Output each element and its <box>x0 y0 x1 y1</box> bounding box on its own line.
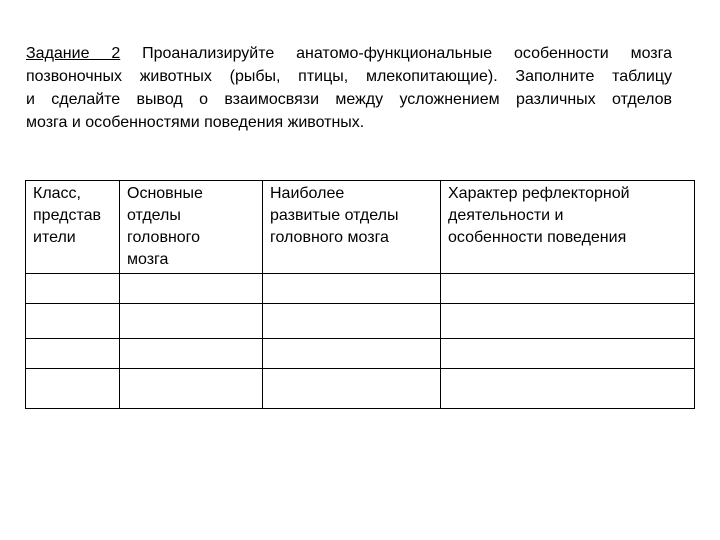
table-cell[interactable] <box>26 339 120 369</box>
table-cell[interactable] <box>120 274 263 304</box>
table-cell[interactable] <box>120 304 263 339</box>
table-cell[interactable] <box>441 369 695 409</box>
table-cell[interactable] <box>263 369 441 409</box>
table-cell[interactable] <box>26 369 120 409</box>
task-line-1-text: Проанализируйте анатомо-функциональные особенности мозга <box>120 45 673 62</box>
table-row <box>26 339 695 369</box>
task-line-3: и сделайте вывод о взаимосвязи между усложнением различных отделов <box>26 91 672 108</box>
header-cell-developed-parts: Наиболее развитые отделы головного мозга <box>263 181 441 274</box>
header-cell-class: Класс, представ ители <box>26 181 120 274</box>
table-cell[interactable] <box>26 274 120 304</box>
task-line-2: позвоночных животных (рыбы, птицы, млекопитающие). Заполните таблицу <box>26 68 672 85</box>
table-cell[interactable] <box>441 274 695 304</box>
header-cell-behavior: Характер рефлекторной деятельности и особенности поведения <box>441 181 695 274</box>
table-cell[interactable] <box>120 369 263 409</box>
task-line-1 <box>26 42 672 65</box>
task-label: Задание 2 <box>26 45 121 62</box>
table-row <box>26 304 695 339</box>
table-row <box>26 369 695 409</box>
table-header-row <box>26 181 695 274</box>
table-cell[interactable] <box>441 339 695 369</box>
task-instructions <box>26 42 672 134</box>
table-cell[interactable] <box>441 304 695 339</box>
header-cell-brain-parts: Основные отделы головного мозга <box>120 181 263 274</box>
table-row <box>26 274 695 304</box>
table-cell[interactable] <box>26 304 120 339</box>
brain-comparison-table <box>25 180 695 409</box>
table-cell[interactable] <box>263 339 441 369</box>
task-line-4: мозга и особенностями поведения животных. <box>26 114 365 131</box>
table-cell[interactable] <box>120 339 263 369</box>
table-cell[interactable] <box>263 304 441 339</box>
table-cell[interactable] <box>263 274 441 304</box>
